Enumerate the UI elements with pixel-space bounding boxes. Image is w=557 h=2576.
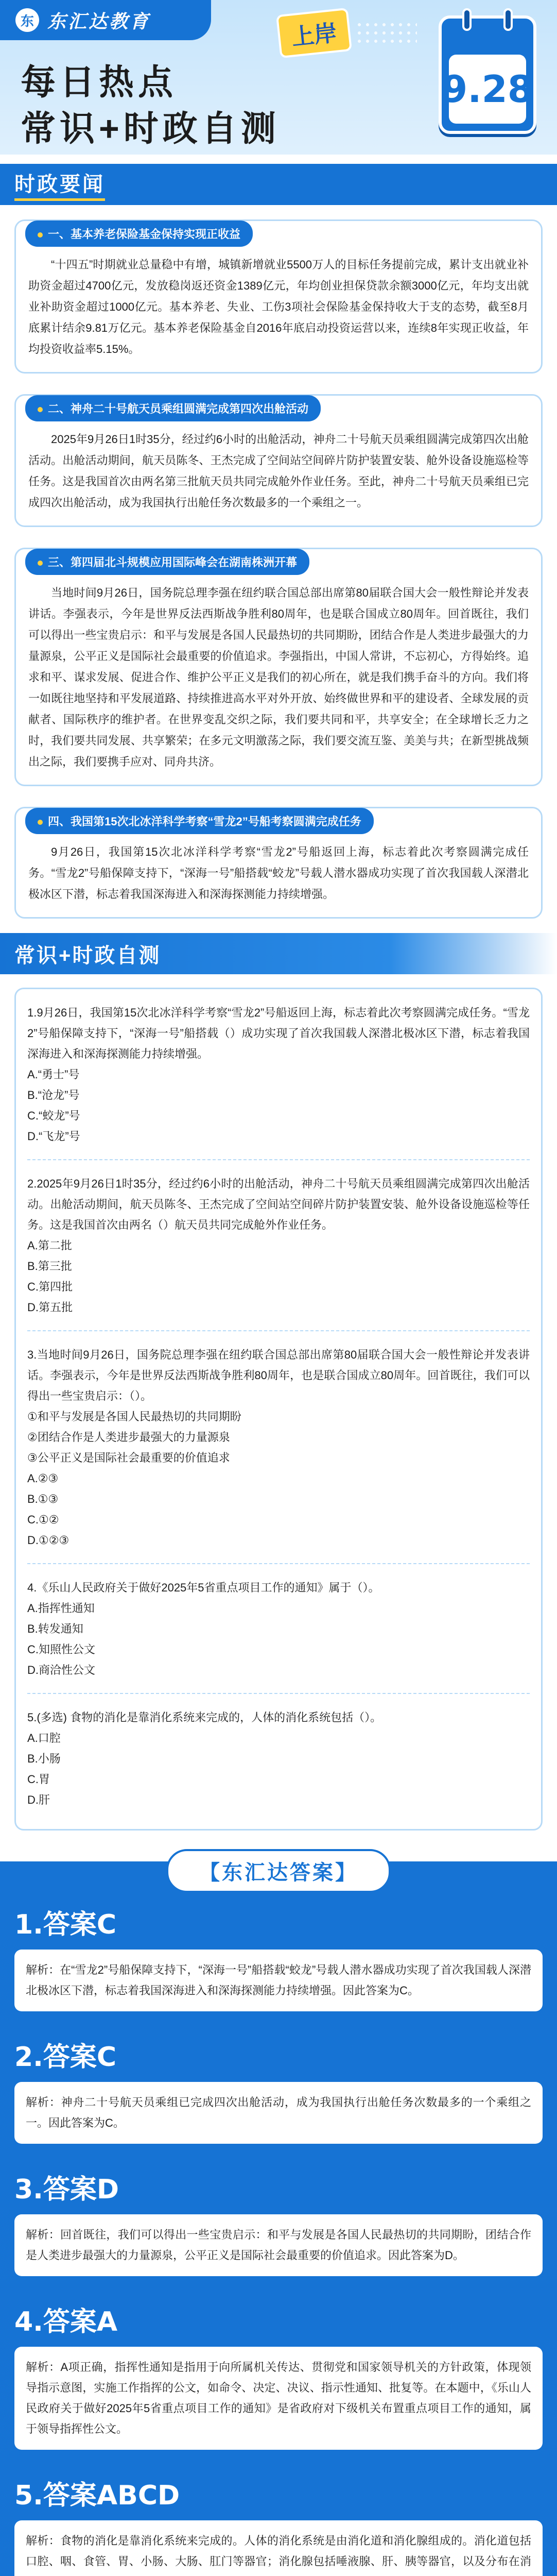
answer-explanation: 解析：回首既往，我们可以得出一些宝贵启示：和平与发展是各国人民最热切的共同期盼，团结合作是人类进步最强大的力量源泉，公平正义是国际社会最重要的价值追求。因此答案为D。 — [14, 2214, 543, 2276]
question-option: A.第二批 — [27, 1239, 72, 1252]
page-title-line1: 每日热点 — [21, 63, 178, 102]
news-heading: 四、我国第15次北冰洋科学考察“雪龙2”号船考察圆满完成任务 — [25, 808, 374, 834]
news-item — [14, 219, 543, 374]
quiz-content — [0, 988, 557, 1831]
news-item — [14, 394, 543, 527]
news-frame — [14, 394, 543, 527]
question-option: B.第三批 — [27, 1260, 72, 1273]
news-frame — [14, 548, 543, 786]
answer-explanation: 解析：神舟二十号航天员乘组已完成四次出舱活动，成为我国执行出舱任务次数最多的一个乘组之一。因此答案为C。 — [14, 2082, 543, 2144]
question-option: C.胃 — [27, 1773, 50, 1786]
answers-title: 【东汇达答案】 — [166, 1849, 391, 1893]
question-option: C.第四批 — [27, 1280, 73, 1293]
question-option: B.①③ — [27, 1493, 59, 1505]
question-option: B.“沧龙”号 — [27, 1089, 80, 1101]
quiz-question — [27, 1003, 530, 1147]
quiz-question — [27, 1707, 530, 1810]
question-option: C.知照性公文 — [27, 1643, 96, 1656]
question-stem: 5.(多选) 食物的消化是靠消化系统来完成的，人体的消化系统包括（）。 — [27, 1711, 382, 1724]
question-option: C.“蛟龙”号 — [27, 1109, 80, 1122]
question-option: D.第五批 — [27, 1301, 73, 1314]
date-badge: 9.28 — [449, 55, 526, 124]
question-option: A.“勇士”号 — [27, 1068, 80, 1081]
question-option: D.①②③ — [27, 1534, 69, 1547]
news-frame — [14, 219, 543, 374]
answer-explanation: 解析：在“雪龙2”号船保障支持下，“深海一号”船搭载“蛟龙”号载人潜水器成功实现了首次我国载人深潜北极冰区下潜，标志着我国深海进入和深海探测能力持续增强。因此答案为C。 — [14, 1950, 543, 2011]
news-section-title: 时政要闻 — [14, 168, 105, 201]
answer-label: 2.答案C — [14, 2042, 117, 2073]
quiz-section-banner — [0, 933, 557, 974]
quiz-section-title: 常识+时政自测 — [14, 944, 161, 967]
news-body: 当地时间9月26日，国务院总理李强在纽约联合国总部出席第80届联合国大会一般性辩论并发表讲话。李强表示，今年是世界反法西斯战争胜利80周年，也是联合国成立80周年。回首既往，我们可以得出一些宝贵启示：和平与发展是各国人民最热切的共同期盼，团结合作是人类进步最强大的力量源泉，公平正义是国际社会最重要的价值追求。李强指出，中国人常讲，不忘初心，方得始终。追求和平、谋求发展、促进合作、维护公平正义是我们的初心所在，就是我们携手奋斗的方向。我们将一如既往地坚持和平发展道路、持续推进高水平对外开放、始终做世界和平的建设者、全球发展的贡献者、国际秩序的维护者。在世界变乱交织之际，我们要共同和平，共享安全；在全球增长乏力之时，我们要共同发展、共享繁荣；在多元文明激荡之际，我们要交流互鉴、美美与共；在新型挑战频出之际，我们要携手应对、同舟共济。 — [28, 586, 529, 768]
news-frame — [14, 807, 543, 919]
decor-dots — [355, 21, 417, 46]
answer-item — [14, 2300, 543, 2450]
news-body: “十四五”时期就业总量稳中有增，城镇新增就业5500万人的目标任务提前完成，累计支出就业补助资金超过4700亿元，发放稳岗返还资金1389亿元，年均创业担保贷款余额3000亿元，年均支出就业补助资金超过1000亿元。基本养老、失业、工伤3项社会保险基金保持收大于支的态势，截至8月底累计结余9.81万亿元。基本养老保险基金自2016年底启动投资运营以来，连续8年实现正收益，年均投资收益率5.15%。 — [28, 258, 529, 355]
calendar-ring-icon — [503, 8, 513, 31]
answer-item — [14, 1903, 543, 2011]
question-option: B.转发通知 — [27, 1622, 83, 1635]
news-item — [14, 807, 543, 919]
news-heading: 一、基本养老保险基金保持实现正收益 — [25, 221, 253, 247]
question-stem: 2.2025年9月26日1时35分，经过约6小时的出舱活动，神舟二十号航天员乘组圆满完成第四次出舱活动。出舱活动期间，航天员陈冬、王杰完成了空间站空间碎片防护装置安装、舱外设备设施巡检等任务。这是我国首次由两名（）航天员共同完成舱外作业任务。 — [27, 1177, 530, 1231]
divider — [27, 1563, 530, 1564]
answer-item — [14, 2473, 543, 2576]
brand-name: 东汇达教育 — [47, 10, 151, 32]
question-option: A.②③ — [27, 1472, 59, 1485]
question-option: B.小肠 — [27, 1752, 61, 1765]
answer-explanation: 解析：食物的消化是靠消化系统来完成的。人体的消化系统是由消化道和消化腺组成的。消化道包括口腔、咽、食管、胃、小肠、大肠、肛门等器官；消化腺包括唾液腺、肝、胰等器官，以及分布在消 — [14, 2520, 543, 2576]
header — [0, 0, 557, 155]
question-statement: ②团结合作是人类进步最强大的力量源泉 — [27, 1431, 230, 1444]
answer-label: 4.答案A — [14, 2307, 118, 2337]
news-body: 2025年9月26日1时35分，经过约6小时的出舱活动，神舟二十号航天员乘组圆满完成第四次出舱活动。出舱活动期间，航天员陈冬、王杰完成了空间站空间碎片防护装置安装、舱外设备设施巡检等任务。这是我国首次由两名第三批航天员共同完成舱外作业任务。至此，神舟二十号航天员乘组已完成四次出舱活动，成为我国执行出舱任务次数最多的一个乘组之一。 — [28, 433, 529, 509]
answer-explanation: 解析：A项正确，指挥性通知是指用于向所属机关传达、贯彻党和国家领导机关的方针政策，体现领导指示意图，实施工作指挥的公文，如命令、决定、决议、指示性通知、批复等。在本题中，《乐山人民政府关于做好2025年5省重点项目工作的通知》是省政府对下级机关布置重点项目工作的通知，属于领导指挥性公文。 — [14, 2347, 543, 2450]
question-option: A.口腔 — [27, 1732, 61, 1744]
page-title-line2: 常识+时政自测 — [21, 109, 280, 148]
calendar-icon — [439, 15, 536, 134]
answer-item — [14, 2035, 543, 2144]
news-body: 9月26日，我国第15次北冰洋科学考察“雪龙2”号船返回上海，标志着此次考察圆满完成任务。“雪龙2”号船保障支持下，“深海一号”船搭载“蛟龙”号载人潜水器成功实现了首次我国载人深潜北极冰区下潜，标志着我国深海进入和深海探测能力持续增强。 — [28, 845, 529, 901]
news-heading: 二、神舟二十号航天员乘组圆满完成第四次出舱活动 — [25, 395, 321, 421]
question-stem: 1.9月26日，我国第15次北冰洋科学考察“雪龙2”号船返回上海，标志着此次考察圆满完成任务。“雪龙2”号船保障支持下，“深海一号”船搭载（）成功实现了首次我国载人深潜北极冰区下潜，标志着我国深海进入和深海探测能力持续增强。 — [27, 1006, 530, 1060]
question-option: D.“飞龙”号 — [27, 1130, 80, 1143]
question-option: D.商洽性公文 — [27, 1664, 96, 1676]
answer-label: 3.答案D — [14, 2174, 119, 2205]
divider — [27, 1693, 530, 1694]
brand-logo-icon: 东 — [15, 8, 39, 32]
question-stem: 3.当地时间9月26日，国务院总理李强在纽约联合国总部出席第80届联合国大会一般性辩论并发表讲话。李强表示，今年是世界反法西斯战争胜利80周年，也是联合国成立80周年。回首既往，我们可以得出一些宝贵启示：（）。 — [27, 1348, 530, 1402]
rise-tag: 上岸 — [276, 8, 352, 58]
news-list — [0, 219, 557, 919]
question-statement: ③公平正义是国际社会最重要的价值追求 — [27, 1451, 230, 1464]
news-section-banner — [0, 164, 557, 205]
divider — [27, 1159, 530, 1160]
question-option: A.指挥性通知 — [27, 1602, 95, 1615]
question-option: D.肝 — [27, 1793, 50, 1806]
answer-label: 1.答案C — [14, 1909, 117, 1940]
quiz-card — [14, 988, 543, 1831]
quiz-question — [27, 1174, 530, 1318]
answer-item — [14, 2167, 543, 2276]
quiz-question — [27, 1345, 530, 1551]
answer-label: 5.答案ABCD — [14, 2480, 180, 2511]
news-heading: 三、第四届北斗规模应用国际峰会在湖南株洲开幕 — [25, 549, 309, 575]
question-stem: 4.《乐山人民政府关于做好2025年5省重点项目工作的通知》属于（）。 — [27, 1581, 380, 1594]
answers-section — [0, 1861, 557, 2576]
question-statement: ①和平与发展是各国人民最热切的共同期盼 — [27, 1410, 241, 1423]
question-option: C.①② — [27, 1513, 59, 1526]
divider — [27, 1330, 530, 1331]
quiz-question — [27, 1578, 530, 1681]
brand-bar — [0, 0, 211, 40]
news-item — [14, 548, 543, 786]
calendar-ring-icon — [462, 8, 472, 31]
